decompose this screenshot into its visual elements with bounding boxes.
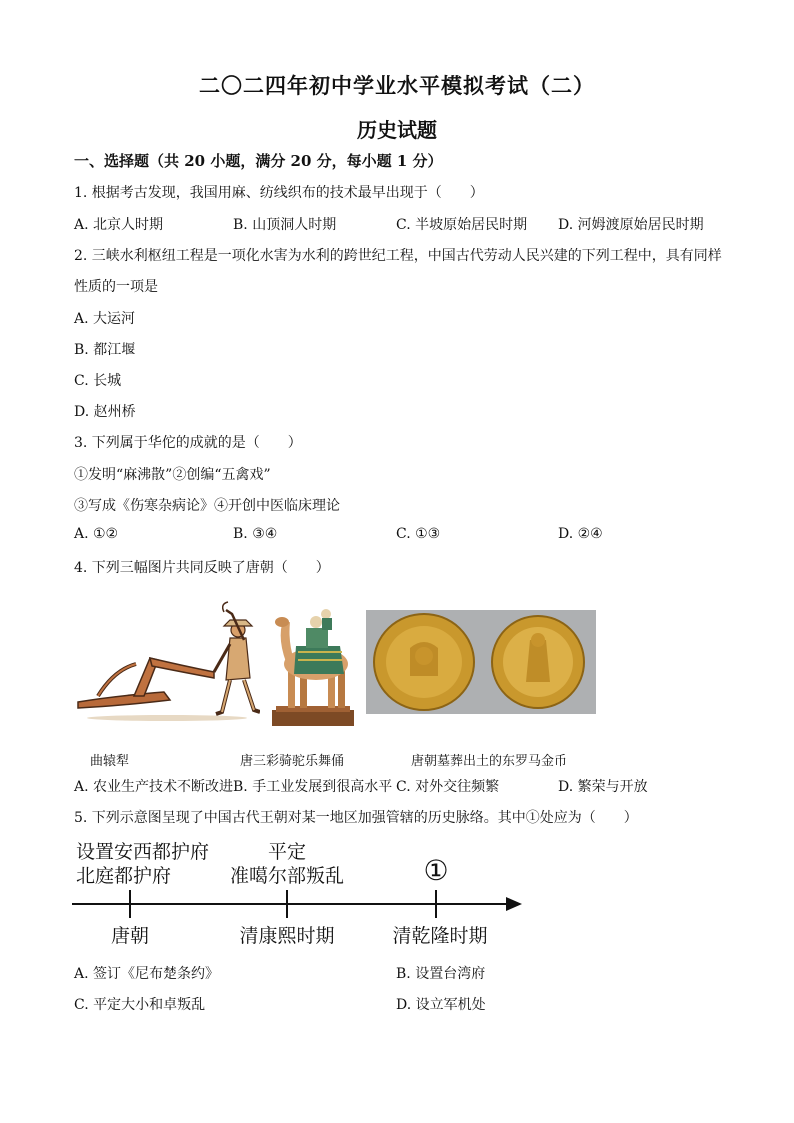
question-3-option-a[interactable]: A. ①② [74,526,119,542]
timeline-diagram [70,836,526,954]
question-4-option-b[interactable]: B. 手工业发展到很高水平 [233,779,393,795]
timeline-event-tang-line2: 北庭都护府 [76,865,172,887]
question-1-option-b[interactable]: B. 山顶洞人时期 [233,217,337,233]
question-2-option-b[interactable]: B. 都江堰 [74,342,136,358]
question-4-stem: 4. 下列三幅图片共同反映了唐朝（ ） [74,560,330,576]
question-1-stem: 1. 根据考古发现，我国用麻、纺线织布的技术最早出现于（ ） [74,185,484,201]
gold-coins-image [366,610,596,714]
question-3-statement-1: ①发明“麻沸散”②创编“五禽戏” [74,467,271,483]
question-2-option-d[interactable]: D. 赵州桥 [74,404,136,420]
timeline-event-unknown: ① [423,854,449,887]
question-1-option-c[interactable]: C. 半坡原始居民时期 [396,217,528,233]
question-3-stem: 3. 下列属于华佗的成就的是（ ） [74,435,302,451]
question-2-option-c[interactable]: C. 长城 [74,373,122,389]
question-3-option-d[interactable]: D. ②④ [558,526,603,542]
question-4-option-d[interactable]: D. 繁荣与开放 [558,779,648,795]
camel-figurine-image [266,600,360,730]
question-4-option-c[interactable]: C. 对外交往频繁 [396,779,500,795]
timeline-period-qianlong: 清乾隆时期 [392,925,488,947]
caption-plow: 曲辕犁 [90,754,130,769]
caption-coins: 唐朝墓葬出土的东罗马金币 [411,754,568,769]
question-2-stem-line2: 性质的一项是 [74,279,158,295]
timeline-period-tang: 唐朝 [110,925,150,947]
question-3-option-c[interactable]: C. ①③ [396,526,441,542]
timeline-period-kangxi: 清康熙时期 [239,925,335,947]
question-1-option-a[interactable]: A. 北京人时期 [74,217,164,233]
caption-camel: 唐三彩骑驼乐舞俑 [240,754,345,769]
question-3-statement-2: ③写成《伤寒杂病论》④开创中医临床理论 [74,498,340,514]
question-4-option-a[interactable]: A. 农业生产技术不断改进 [74,779,234,795]
question-5-option-a[interactable]: A. 签订《尼布楚条约》 [74,966,220,982]
timeline-event-tang-line1: 设置安西都护府 [76,841,210,863]
question-3-option-b[interactable]: B. ③④ [233,526,278,542]
question-5-option-b[interactable]: B. 设置台湾府 [396,966,486,982]
exam-title: 二〇二四年初中学业水平模拟考试（二） [199,73,595,98]
question-5-option-c[interactable]: C. 平定大小和卓叛乱 [74,997,206,1013]
question-2-option-a[interactable]: A. 大运河 [74,311,136,327]
timeline-arrow-icon [506,897,522,911]
question-1-option-d[interactable]: D. 河姆渡原始居民时期 [558,217,704,233]
timeline-event-kangxi-line2: 准噶尔部叛乱 [229,865,345,887]
question-2-stem-line1: 2. 三峡水利枢纽工程是一项化水害为水利的跨世纪工程，中国古代劳动人民兴建的下列工程中，具有同样 [74,248,722,264]
exam-subtitle: 历史试题 [357,118,437,142]
curved-plow-image [74,600,260,725]
question-5-option-d[interactable]: D. 设立军机处 [396,997,486,1013]
question-5-stem: 5. 下列示意图呈现了中国古代王朝对某一地区加强管辖的历史脉络。其中①处应为（ ） [74,810,638,826]
timeline-event-kangxi-line1: 平定 [267,841,307,863]
section-heading: 一、选择题（共 20 小题，满分 20 分，每小题 1 分） [74,152,443,170]
